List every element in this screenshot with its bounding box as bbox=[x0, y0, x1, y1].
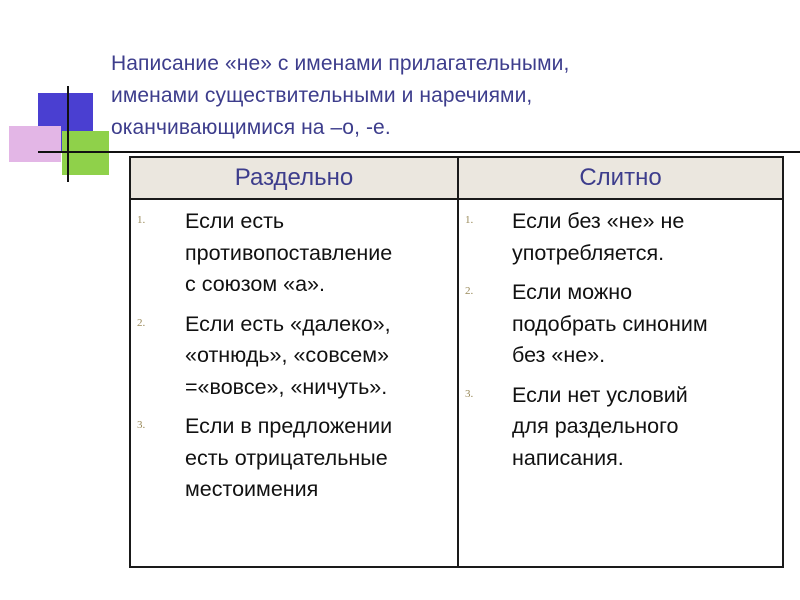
list-item bbox=[131, 411, 457, 506]
separately-list bbox=[131, 206, 457, 514]
comparison-table bbox=[129, 156, 784, 568]
item-number: 3. bbox=[137, 419, 146, 431]
item-text: Если в предложении есть отрицательные местоимения bbox=[185, 414, 393, 501]
decor-green-square bbox=[62, 131, 109, 175]
item-number: 1. bbox=[137, 214, 146, 226]
item-text: Если есть противопоставление с союзом «а». bbox=[185, 209, 393, 296]
item-text: Если нет условий для раздельного написания. bbox=[512, 382, 688, 470]
together-list bbox=[459, 206, 782, 482]
item-number: 1. bbox=[465, 214, 474, 226]
decor-vertical-line bbox=[67, 86, 69, 182]
item-number: 2. bbox=[465, 285, 474, 297]
item-text: Если есть «далеко», «отнюдь», «совсем» =«вовсе», «ничуть». bbox=[185, 311, 391, 399]
header-separately: Раздельно bbox=[234, 164, 354, 191]
list-item bbox=[459, 380, 782, 475]
header-together: Слитно bbox=[579, 164, 662, 191]
list-item bbox=[459, 277, 782, 372]
list-item bbox=[131, 206, 457, 301]
slide-title: Написание «не» с именами прилагательными, именами существительными и наречиями, оканчивающимися на –о, -е. bbox=[111, 52, 570, 139]
item-text: Если можно подобрать синоним без «не». bbox=[512, 280, 708, 367]
decor-horizontal-line bbox=[38, 151, 800, 153]
list-item bbox=[459, 206, 782, 269]
decor-pink-square bbox=[9, 126, 61, 162]
item-number: 2. bbox=[137, 316, 146, 329]
item-number: 3. bbox=[465, 387, 474, 400]
list-item bbox=[131, 309, 457, 404]
item-text: Если без «не» не употребляется. bbox=[512, 209, 685, 265]
